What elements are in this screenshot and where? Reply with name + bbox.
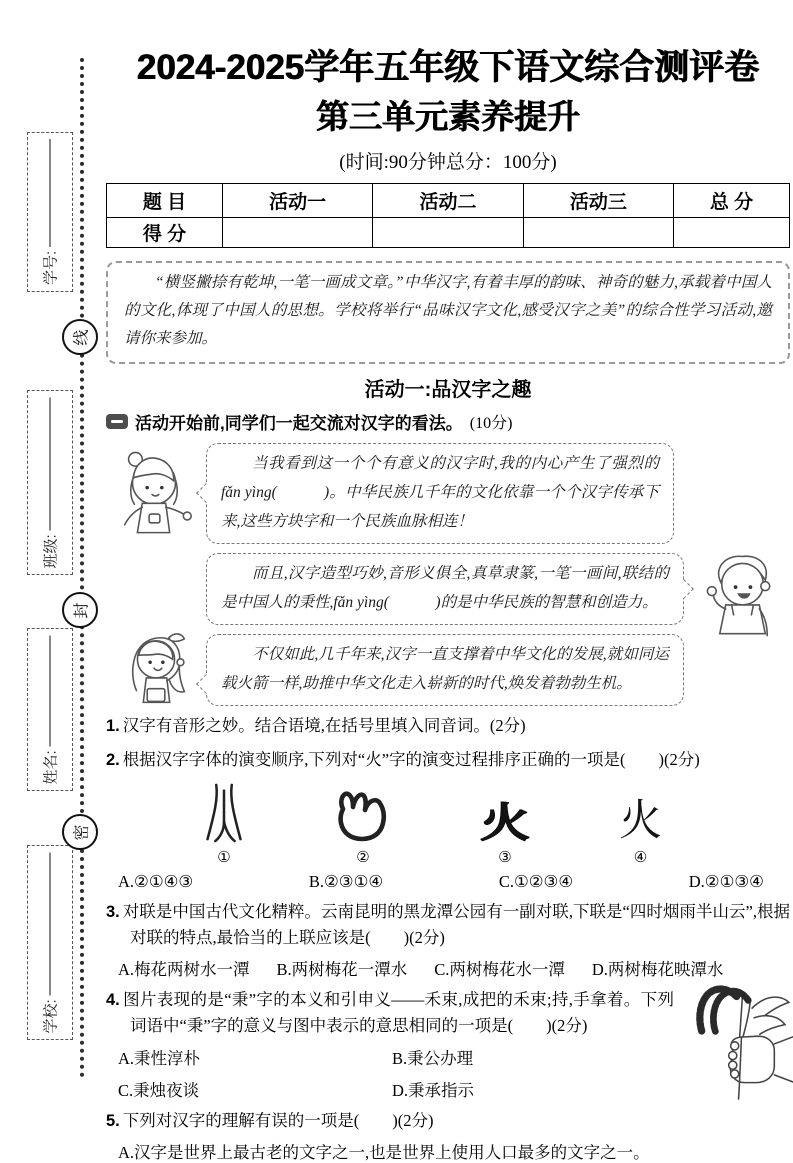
q3-option-c: C.两树梅花水一潭: [434, 959, 565, 979]
q2-option-c: C.①②③④: [498, 871, 574, 891]
question-2: [106, 747, 790, 773]
dash-badge-icon: [106, 414, 128, 429]
regular-script-fire-icon: 火: [619, 797, 662, 845]
score-cell-activity2: [373, 218, 523, 248]
question-4-options: [106, 1045, 666, 1101]
question-2-number: 2.: [106, 750, 120, 769]
score-header-total: 总 分: [674, 184, 790, 218]
activity-lead-score: (10分): [469, 414, 513, 432]
question-2-text: 根据汉字字体的演变顺序,下列对“火”字的演变过程排序正确的一项是( ): [122, 749, 665, 769]
glyph-item-4: [619, 781, 662, 867]
q4-option-b: B.秉公办理: [392, 1048, 474, 1068]
score-row-label: 得 分: [107, 218, 223, 248]
q4-option-c: C.秉烛夜谈: [118, 1080, 200, 1100]
speech-bubble-2-text: 而且,汉字造型巧妙,音形义俱全,真草隶篆,一笔一画间,联结的是中国人的秉性,fǎn yìng( )的是中华民族的智慧和创造力。: [221, 564, 669, 612]
question-1: [106, 713, 790, 739]
speech-bubble-2: [206, 553, 684, 625]
score-table-score-row: [107, 218, 790, 248]
q2-option-a: A.②①④③: [118, 871, 194, 891]
question-3-options: [106, 956, 790, 980]
score-header-activity2: 活动二: [373, 184, 523, 218]
name-inner: [40, 635, 61, 784]
name-blank-line: [50, 635, 51, 746]
intro-quote-text: “横竖撇捺有乾坤,一笔一画成文章。”中华汉字,有着丰厚的韵味、神奇的魅力,承载着中国人的文化,体现了中国人的思想。学校将举行“品味汉字文化,感受汉字之美”的综合性学习活动,邀请你来参加。: [124, 274, 772, 348]
question-4-block: [106, 987, 790, 1101]
clerical-script-fire-icon: 火: [480, 799, 530, 846]
question-5-text: 下列对汉字的理解有误的一项是( ): [122, 1110, 398, 1130]
name-label: 姓名:: [42, 749, 60, 784]
question-3: [106, 899, 790, 951]
paper-title: 2024-2025学年五年级下语文综合测评卷: [136, 48, 760, 87]
score-header-activity1: 活动一: [222, 184, 372, 218]
score-table-header-row: [107, 184, 790, 218]
question-5: [106, 1108, 790, 1134]
glyph-item-2: [335, 781, 391, 867]
glyph-item-3: [480, 781, 530, 867]
school-field: [27, 845, 73, 1040]
glyph-label-1: ①: [217, 849, 231, 866]
girl-long-hair-avatar: [112, 630, 200, 718]
question-4: [106, 987, 674, 1039]
question-1-text: 汉字有音形之妙。结合语境,在括号里填入同音词。: [122, 716, 490, 736]
name-field: [27, 628, 73, 791]
question-2-options: [106, 872, 790, 892]
question-1-number: 1.: [106, 717, 120, 736]
question-4-score: (2分): [551, 1015, 588, 1035]
speech-bubble-1-text: 当我看到这一个个有意义的汉字时,我的内心产生了强烈的fǎn yìng( )。中华民族几千年的文化依靠一个个汉字传承下来,这些方块字和一个民族血脉相连！: [221, 454, 659, 530]
seal-char-mi: 密: [62, 814, 98, 850]
question-3-text: 对联是中国古代文化精粹。云南昆明的黑龙潭公园有一副对联,下联是“四时烟雨半山云”,根据对联的特点,最恰当的上联应该是( ): [122, 901, 790, 947]
fire-character-evolution-figures: [106, 773, 790, 867]
question-5-score: (2分): [397, 1110, 434, 1130]
glyph-label-3: ③: [498, 849, 512, 866]
perforation-dotted-line: [80, 58, 84, 1078]
q5-option-a: A.汉字是世界上最古老的文字之一,也是世界上使用人口最多的文字之一。: [118, 1142, 650, 1162]
question-1-score: (2分): [489, 716, 526, 736]
question-2-score: (2分): [664, 749, 700, 769]
q3-option-a: A.梅花两树水一潭: [118, 959, 250, 979]
score-table: [106, 183, 790, 248]
score-cell-total: [674, 218, 790, 248]
activity-lead-text: 活动开始前,同学们一起交流对汉字的看法。: [135, 413, 463, 433]
student-id-label: 学号:: [42, 250, 60, 285]
girl-with-bun-avatar: [110, 447, 198, 541]
q3-option-d: D.两树梅花映潭水: [591, 959, 724, 979]
intro-quote-box: [106, 261, 790, 364]
class-label: 班级:: [42, 533, 60, 568]
glyph-label-2: ②: [356, 849, 370, 866]
speech-row-1: [106, 443, 790, 544]
glyph-item-1: [202, 781, 246, 867]
q2-option-d: D.②①③④: [688, 871, 764, 891]
score-header-activity3: 活动三: [523, 184, 673, 218]
question-4-text: 图片表现的是“秉”字的本义和引申义——禾束,成把的禾束;持,手拿着。下列词语中“秉”字的意义与图中表示的意思相同的一项是( ): [122, 989, 674, 1035]
student-id-blank-line: [50, 139, 51, 247]
student-id-field: [27, 132, 73, 292]
activity-lead-row: [106, 409, 790, 434]
speech-bubble-1: [206, 443, 674, 544]
q2-option-b: B.②③①④: [308, 871, 384, 891]
paper-content: [106, 0, 790, 1163]
score-header-timu: 题 目: [107, 184, 223, 218]
speech-row-3: [106, 634, 790, 706]
class-field: [27, 390, 73, 575]
question-4-number: 4.: [106, 990, 120, 1009]
speech-bubble-3-text: 不仅如此,几千年来,汉字一直支撑着中华文化的发展,就如同运载火箭一样,助推中华文化走入崭新的时代,焕发着勃勃生机。: [221, 646, 669, 693]
time-and-total-score: (时间:90分钟总分：100分): [339, 152, 557, 173]
glyph-label-4: ④: [633, 849, 648, 866]
seal-script-fire-icon: [202, 781, 246, 843]
q4-option-a: A.秉性淳朴: [118, 1048, 201, 1068]
seal-char-feng: 封: [62, 592, 98, 628]
q4-option-d: D.秉承指示: [392, 1080, 475, 1100]
school-inner: [40, 852, 61, 1033]
activity-one-heading: 活动一:品汉字之趣: [364, 378, 532, 401]
question-5-number: 5.: [106, 1111, 120, 1130]
paper-subtitle: 第三单元素养提升: [316, 97, 580, 135]
score-cell-activity3: [523, 218, 673, 248]
hand-holding-grain-illustration: [684, 983, 793, 1106]
score-cell-activity1: [222, 218, 372, 248]
question-5-option-a-row: [106, 1139, 790, 1163]
q3-option-b: B.两树梅花一潭水: [276, 959, 408, 979]
class-inner: [40, 397, 61, 568]
school-blank-line: [50, 852, 51, 995]
question-3-number: 3.: [106, 902, 120, 921]
student-id-inner: [40, 139, 61, 285]
seal-char-line: 线: [62, 319, 98, 355]
question-3-score: (2分): [409, 927, 445, 947]
class-blank-line: [50, 397, 51, 530]
bronze-script-fire-icon: [335, 781, 391, 843]
school-label: 学校:: [42, 998, 60, 1033]
speech-row-2: [106, 553, 790, 625]
speech-bubble-3: [206, 634, 684, 706]
